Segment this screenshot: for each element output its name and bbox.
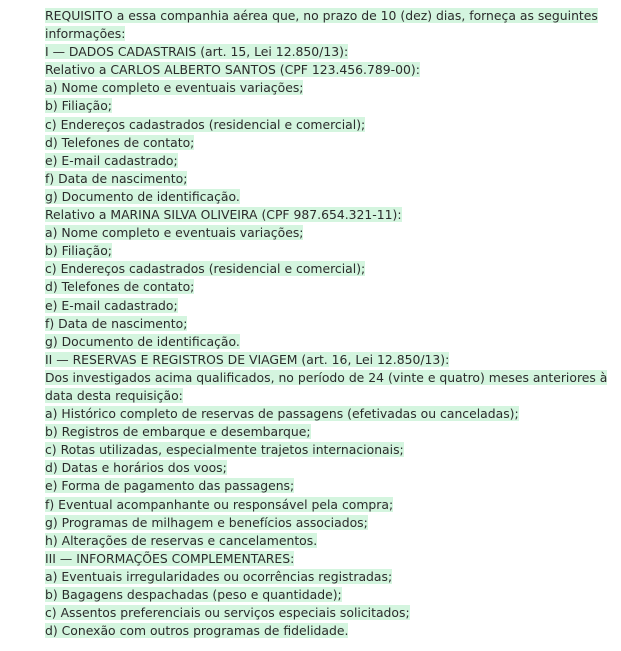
document-line [4, 477, 617, 495]
highlighted-text: h) Alterações de reservas e cancelamentos. [45, 532, 318, 548]
highlighted-text: g) Programas de milhagem e benefícios associados; [45, 514, 368, 530]
document-line [4, 459, 617, 477]
highlighted-text: g) Documento de identificação. [45, 188, 240, 204]
highlighted-text: d) Conexão com outros programas de fidelidade. [45, 623, 349, 639]
highlighted-text: a) Nome completo e eventuais variações; [45, 225, 304, 241]
highlighted-text: c) Endereços cadastrados (residencial e comercial); [45, 261, 366, 277]
document-line [4, 7, 617, 43]
highlighted-text: d) Telefones de contato; [45, 134, 195, 150]
highlighted-text: c) Assentos preferenciais ou serviços especiais solicitados; [45, 605, 410, 621]
highlighted-text: a) Histórico completo de reservas de passagens (efetivadas ou canceladas); [45, 406, 519, 422]
document-line [4, 586, 617, 604]
document-line [4, 514, 617, 532]
document-line [4, 260, 617, 278]
document-line [4, 405, 617, 423]
document-line [4, 568, 617, 586]
highlighted-text: b) Bagagens despachadas (peso e quantidade); [45, 587, 342, 602]
document-line [4, 43, 617, 61]
highlighted-text: c) Rotas utilizadas, especialmente trajetos internacionais; [45, 442, 404, 458]
document-line [4, 97, 617, 115]
highlighted-text: a) Nome completo e eventuais variações; [45, 80, 304, 96]
document-line [4, 79, 617, 97]
highlighted-text: d) Telefones de contato; [45, 279, 195, 295]
document-line [4, 622, 617, 640]
document-line [4, 351, 617, 369]
highlighted-text: f) Eventual acompanhante ou responsável pela compra; [45, 496, 394, 512]
document-line [4, 369, 617, 405]
document-line [4, 206, 617, 224]
highlighted-text: e) Forma de pagamento das passagens; [45, 478, 295, 494]
highlighted-text: g) Documento de identificação. [45, 333, 240, 349]
highlighted-text: e) E-mail cadastrado; [45, 152, 178, 168]
document-line [4, 242, 617, 260]
highlighted-text: b) Filiação; [45, 243, 112, 259]
document-line [4, 116, 617, 134]
highlighted-text: f) Data de nascimento; [45, 170, 188, 186]
highlighted-text: I — DADOS CADASTRAIS (art. 15, Lei 12.850/13): [45, 44, 349, 60]
highlighted-text: b) Filiação; [45, 98, 112, 114]
document-line [4, 496, 617, 514]
highlighted-text: II — RESERVAS E REGISTROS DE VIAGEM (art. 16, Lei 12.850/13): [45, 351, 450, 367]
document-line [4, 278, 617, 296]
document-line [4, 423, 617, 441]
highlighted-text: d) Datas e horários dos voos; [45, 460, 227, 476]
document-line [4, 224, 617, 242]
document-line [4, 604, 617, 622]
document-line [4, 170, 617, 188]
document-line [4, 297, 617, 315]
highlighted-text: Relativo a MARINA SILVA OLIVEIRA (CPF 987.654.321-11): [45, 207, 402, 223]
highlighted-text: e) E-mail cadastrado; [45, 297, 178, 313]
highlighted-text: Dos investigados acima qualificados, no período de 24 (vinte e quatro) meses anteriores à data desta requisição: [45, 369, 608, 403]
highlighted-text: III — INFORMAÇÕES COMPLEMENTARES: [45, 550, 295, 566]
document-line [4, 441, 617, 459]
document-line [4, 333, 617, 351]
document-line [4, 152, 617, 170]
document-line [4, 61, 617, 79]
highlighted-text: c) Endereços cadastrados (residencial e comercial); [45, 116, 366, 132]
document-line [4, 188, 617, 206]
highlighted-text: f) Data de nascimento; [45, 315, 188, 331]
highlighted-text: Relativo a CARLOS ALBERTO SANTOS (CPF 123.456.789-00): [45, 62, 420, 78]
highlighted-text: b) Registros de embarque e desembarque; [45, 424, 311, 440]
highlighted-text: REQUISITO a essa companhia aérea que, no prazo de 10 (dez) dias, forneça as seguintes informações: [45, 8, 598, 42]
document-line [4, 315, 617, 333]
document-line [4, 134, 617, 152]
document-line [4, 532, 617, 550]
document-line [4, 550, 617, 568]
highlighted-text: a) Eventuais irregularidades ou ocorrências registradas; [45, 568, 393, 584]
